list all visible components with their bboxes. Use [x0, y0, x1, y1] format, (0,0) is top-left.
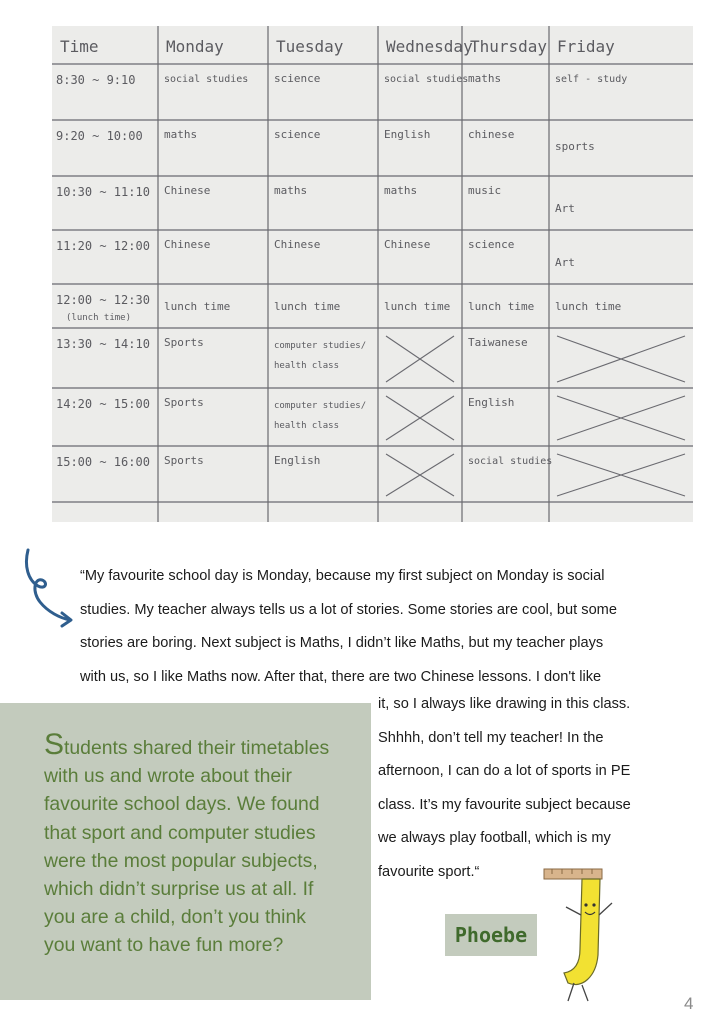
timetable-cell: lunch time — [274, 300, 341, 313]
summary-line: with us and wrote about their — [44, 765, 292, 788]
timetable-cell: chinese — [468, 128, 515, 141]
timetable-cell: Art — [555, 256, 575, 269]
quote-block — [80, 560, 700, 694]
quote-line: afternoon, I can do a lot of sports in PE — [378, 763, 631, 780]
timetable-time: 14:20 ~ 15:00 — [56, 397, 150, 411]
timetable-header: Thursday — [470, 37, 548, 56]
quote-line: with us, so I like Maths now. After that, there are two Chinese lessons. I don't like — [80, 668, 602, 685]
summary-line: that sport and computer studies — [44, 821, 316, 844]
timetable-cell: lunch time — [468, 300, 535, 313]
timetable-cell: Chinese — [164, 184, 211, 197]
timetable-cell: social studies — [164, 74, 249, 85]
quote-line: “My favourite school day is Monday, because my first subject on Monday is social — [80, 568, 605, 584]
summary-line: you want to have fun more? — [44, 934, 284, 957]
timetable-cell: Art — [555, 202, 575, 215]
summary-line: were the most popular subjects, — [44, 849, 318, 872]
timetable-cell: social studies — [384, 74, 469, 85]
summary-line: which didn’t surprise us at all. If — [44, 878, 314, 901]
timetable-cell: computer studies/ — [274, 341, 367, 351]
quote-line: it, so I always like drawing in this class. — [378, 696, 631, 712]
quote-continued — [378, 688, 698, 890]
timetable-cell: computer studies/ — [274, 401, 367, 411]
drop-cap: S — [44, 728, 65, 761]
quote-line: Shhhh, don’t tell my teacher! In the — [378, 729, 604, 746]
timetable-grid — [52, 26, 693, 522]
timetable-note: (lunch time) — [66, 313, 132, 323]
timetable-header: Wednesday — [386, 37, 473, 56]
timetable-time: 13:30 ~ 14:10 — [56, 337, 150, 351]
timetable-header: Tuesday — [276, 37, 344, 56]
timetable-cell: Taiwanese — [468, 336, 528, 349]
timetable-photo — [52, 26, 693, 522]
summary-line: you are a child, don’t you think — [44, 906, 306, 929]
timetable-cell: English — [384, 128, 431, 141]
timetable-time: 15:00 ~ 16:00 — [56, 455, 150, 469]
timetable-cell: English — [274, 454, 321, 467]
quote-line: class. It’s my favourite subject because — [378, 796, 631, 813]
timetable-header: Monday — [166, 37, 224, 56]
timetable-cell: maths — [468, 72, 502, 85]
quote-line: we always play football, which is my — [378, 830, 611, 847]
timetable-cell: lunch time — [164, 300, 231, 313]
timetable-time: 11:20 ~ 12:00 — [56, 239, 150, 253]
timetable-time: 9:20 ~ 10:00 — [56, 129, 143, 143]
timetable-cell: Sports — [164, 454, 204, 467]
summary-text — [44, 728, 370, 960]
timetable-time: 8:30 ~ 9:10 — [56, 73, 136, 87]
timetable-cell: maths — [274, 184, 308, 197]
summary-line: Students shared their timetables — [44, 728, 330, 761]
ruler-character-doodle — [538, 865, 618, 1005]
quote-line: favourite sport.“ — [378, 863, 480, 880]
timetable-cell: music — [468, 184, 502, 197]
timetable-cell: self - study — [555, 74, 628, 85]
timetable-cell: Sports — [164, 336, 204, 349]
timetable-cell: health class — [274, 361, 340, 371]
timetable-cell: maths — [164, 128, 198, 141]
timetable-cell: science — [274, 128, 321, 141]
timetable-cell: science — [468, 238, 515, 251]
timetable-cell: health class — [274, 421, 340, 431]
curved-arrow-icon — [22, 546, 78, 630]
timetable-cell: English — [468, 396, 515, 409]
timetable-cell: lunch time — [555, 300, 622, 313]
author-signature: Phoebe — [445, 914, 537, 956]
timetable-cell: Sports — [164, 396, 204, 409]
timetable-cell: science — [274, 72, 321, 85]
quote-line: stories are boring. Next subject is Maths, I didn’t like Maths, but my teacher plays — [80, 635, 604, 652]
timetable-cell: Chinese — [384, 238, 431, 251]
timetable-cell: social studies — [468, 456, 553, 467]
timetable-cell: Chinese — [274, 238, 321, 251]
timetable-time: 12:00 ~ 12:30 — [56, 293, 150, 307]
timetable-cell: lunch time — [384, 300, 451, 313]
summary-line: favourite school days. We found — [44, 793, 320, 816]
quote-line: studies. My teacher always tells us a lot of stories. Some stories are cool, but some — [80, 601, 617, 618]
timetable-cell: sports — [555, 140, 595, 153]
timetable-header: Time — [60, 37, 99, 56]
timetable-header: Friday — [557, 37, 615, 56]
timetable-time: 10:30 ~ 11:10 — [56, 185, 150, 199]
timetable-cell: Chinese — [164, 238, 211, 251]
page-number: 4 — [684, 994, 694, 1013]
timetable-cell: maths — [384, 184, 418, 197]
